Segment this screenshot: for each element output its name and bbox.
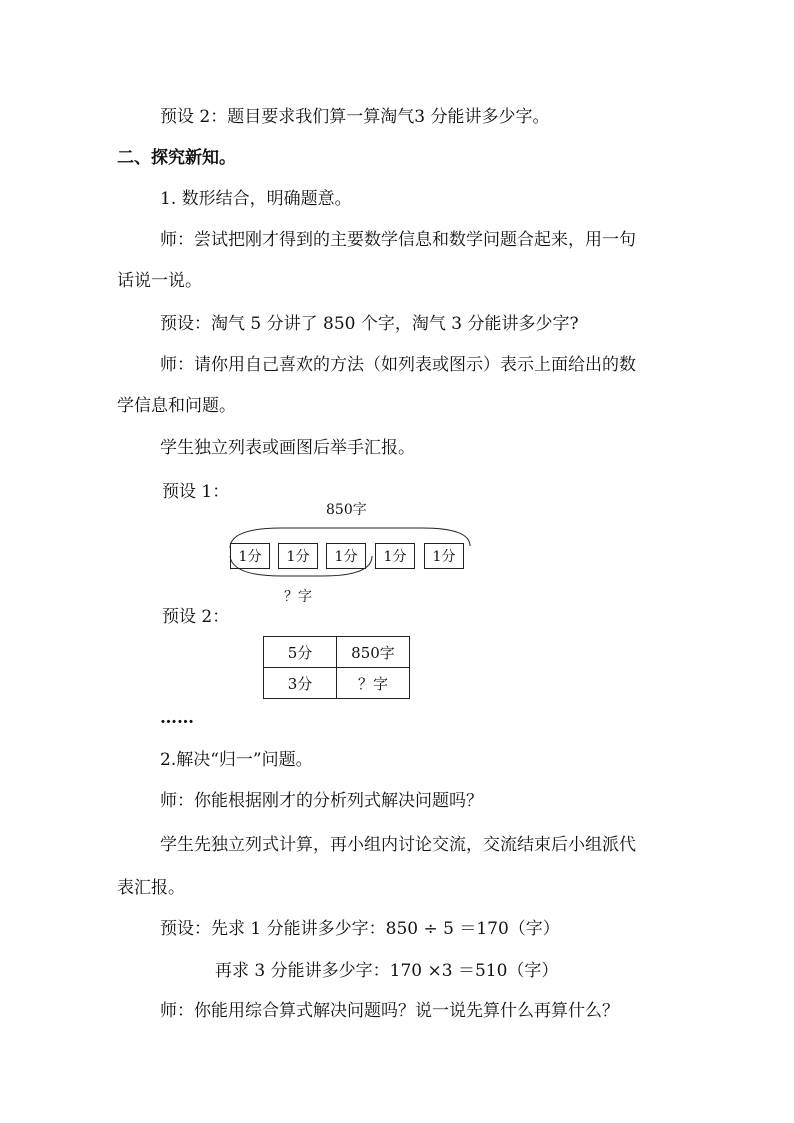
text-line: 话说一说。 — [117, 271, 202, 291]
text-line: 预设：淘气 5 分讲了 850 个字，淘气 3 分能讲多少字? — [160, 314, 579, 334]
table-row — [264, 668, 410, 699]
table-caption: 预设 2： — [162, 607, 230, 627]
segment-box: 1分 — [424, 543, 464, 569]
table-cell: ？字 — [337, 668, 410, 699]
text-line: 师：请你用自己喜欢的方法（如列表或图示）表示上面给出的数 — [160, 355, 636, 375]
table-cell: 850字 — [337, 637, 410, 668]
table-cell: 5分 — [264, 637, 337, 668]
text-line: 预设：先求 1 分能讲多少字：850 ÷ 5 ＝170（字） — [160, 919, 560, 939]
table-row — [264, 637, 410, 668]
table-cell: 3分 — [264, 668, 337, 699]
text-line: 表汇报。 — [117, 878, 185, 898]
subsection-heading: 2.解决“归一”问题。 — [160, 750, 313, 770]
text-line: 学生先独立列式计算，再小组内讨论交流，交流结束后小组派代 — [160, 835, 636, 855]
segment-box: 1分 — [278, 543, 318, 569]
text-line: 预设 2：题目要求我们算一算淘气3 分能讲多少字。 — [160, 107, 550, 127]
data-table — [263, 636, 410, 699]
text-line: 师：你能根据刚才的分析列式解决问题吗？ — [160, 791, 483, 811]
section-heading: 二、探究新知。 — [117, 148, 236, 168]
text-line: 学信息和问题。 — [117, 396, 236, 416]
diagram-caption: 预设 1： — [162, 482, 230, 502]
text-line: 学生独立列表或画图后举手汇报。 — [160, 438, 415, 458]
subsection-heading: 1. 数形结合，明确题意。 — [160, 189, 352, 209]
text-line: 师：你能用综合算式解决问题吗？说一说先算什么再算什么？ — [160, 1001, 619, 1021]
text-line: 师：尝试把刚才得到的主要数学信息和数学问题合起来，用一句 — [160, 230, 636, 250]
diagram-unknown-label: ？字 — [284, 589, 312, 605]
diagram-total-label: 850字 — [326, 502, 367, 518]
segment-box: 1分 — [375, 543, 415, 569]
segment-box: 1分 — [326, 543, 366, 569]
segment-box: 1分 — [230, 543, 270, 569]
text-line: 再求 3 分能讲多少字：170 ×3 ＝510（字） — [215, 961, 559, 981]
ellipsis: …… — [160, 708, 194, 728]
